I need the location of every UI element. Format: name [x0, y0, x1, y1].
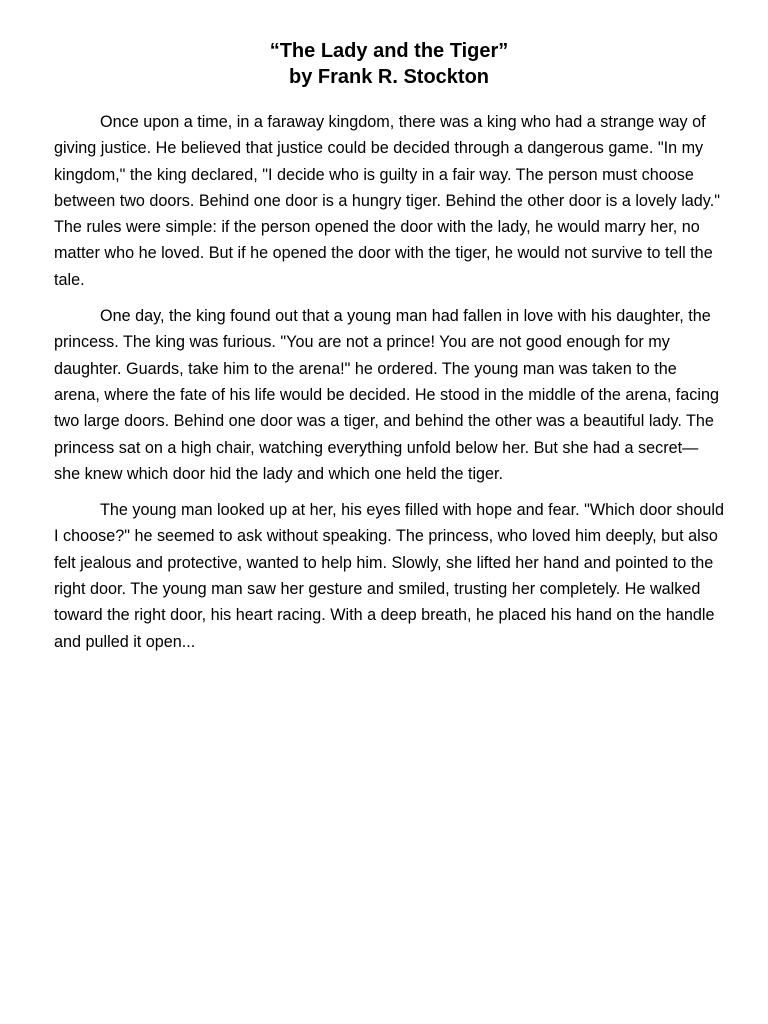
title-block [54, 38, 724, 90]
paragraph-2: One day, the king found out that a young man had fallen in love with his daughter, the princess. The king was furious. "You are not a prince! You are not good enough for my daughter. Guards, take him to the arena!" he ordered. The young man was taken to the arena, where the fate of his life would be decided. He stood in the middle of the arena, facing two large doors. Behind one door was a tiger, and behind the other was a beautiful lady. The princess sat on a high chair, watching everything unfold below her. But she had a secret—she knew which door hid the lady and which one held the tiger. [54, 307, 720, 483]
paragraph-3: The young man looked up at her, his eyes filled with hope and fear. "Which door should I choose?" he seemed to ask without speaking. The princess, who loved him deeply, but also felt jealous and protective, wanted to help him. Slowly, she lifted her hand and pointed to the right door. The young man saw her gesture and smiled, trusting her completely. He walked toward the right door, his heart racing. With a deep breath, he placed his hand on the handle and pulled it open... [54, 501, 724, 651]
document-title: “The Lady and the Tiger” [269, 40, 509, 62]
paragraph-1: Once upon a time, in a faraway kingdom, there was a king who had a strange way of giving justice. He believed that justice could be decided through a dangerous game. "In my kingdom," the king declared, "I decide who is guilty in a fair way. The person must choose between two doors. Behind one door is a hungry tiger. Behind the other door is a lovely lady." The rules were simple: if the person opened the door with the lady, he would marry her, no matter who he loved. But if he opened the door with the tiger, he would not survive to tell the tale. [54, 113, 720, 289]
document-page [54, 38, 724, 665]
document-byline: by Frank R. Stockton [288, 66, 490, 88]
